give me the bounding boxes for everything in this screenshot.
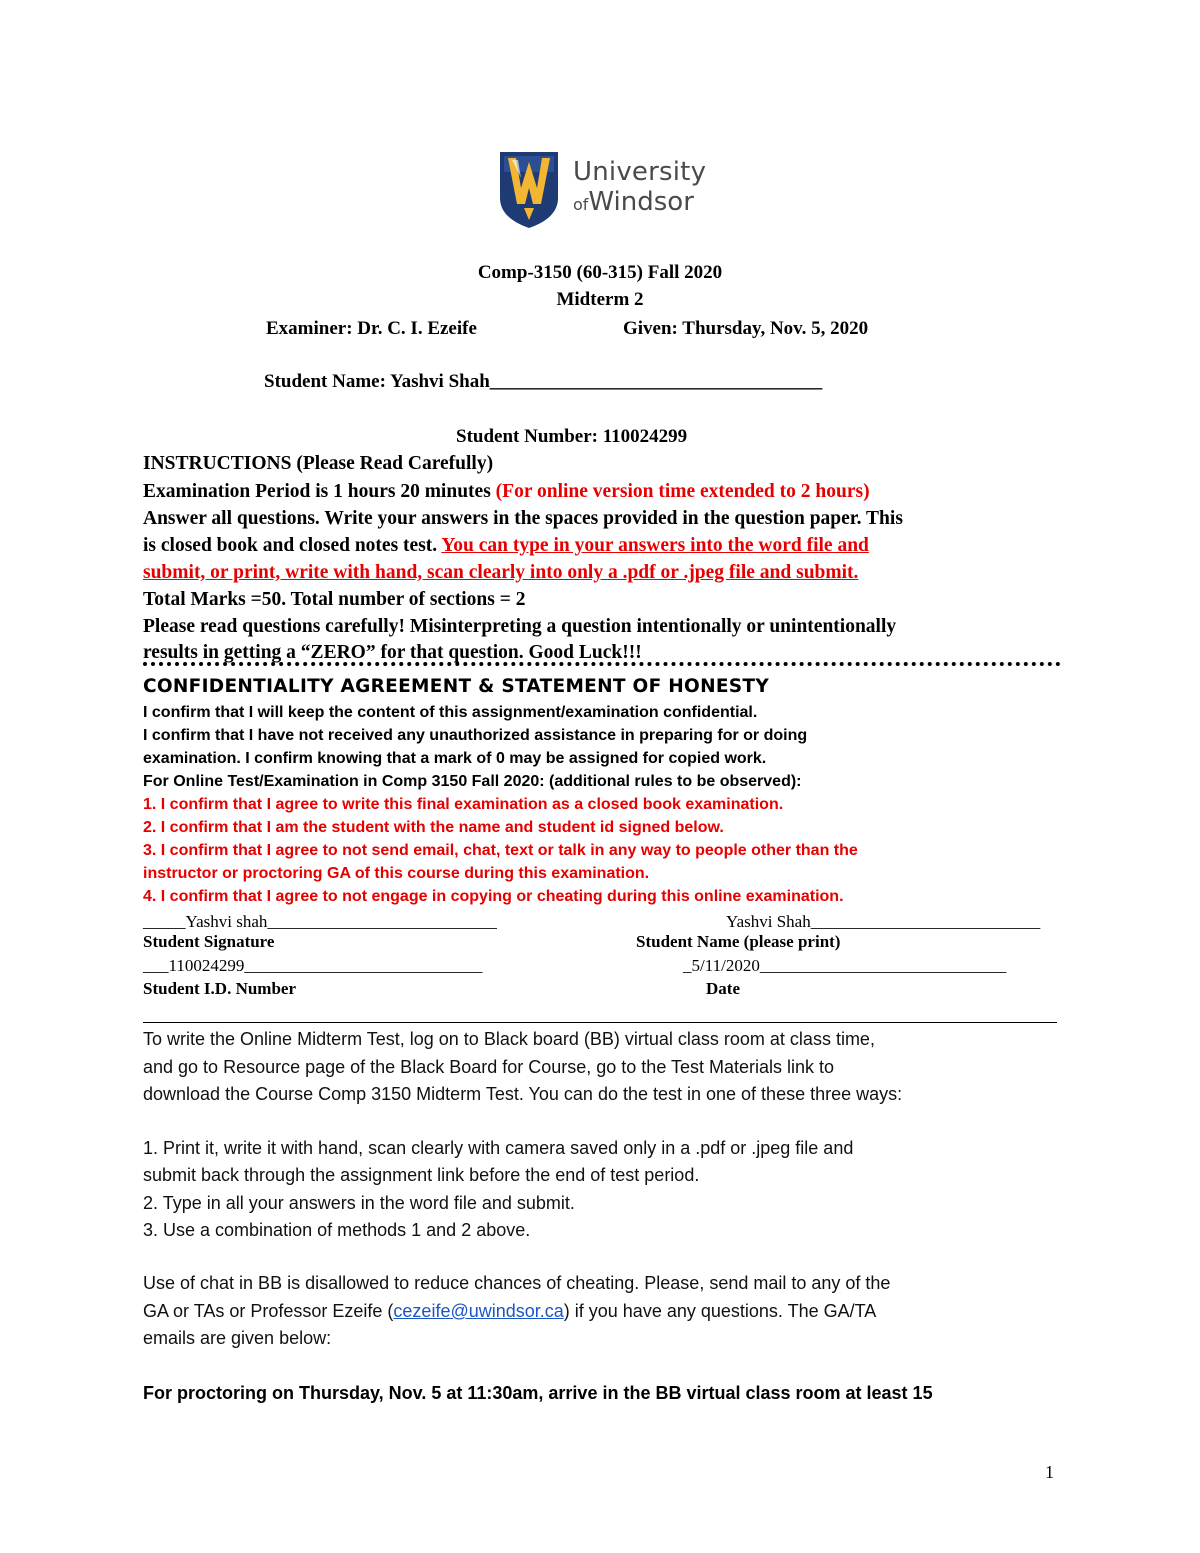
page-number: 1: [1045, 1462, 1054, 1482]
student-name-line: Student Name: Yashvi Shah___________________________________: [264, 371, 823, 392]
printed-name-value: Yashvi Shah___________________________: [726, 912, 1041, 931]
chat-para-line2: GA or TAs or Professor Ezeife (cezeife@uwindsor.ca) if you have any questions. The GA/TA: [143, 1301, 877, 1321]
rule-3b: instructor or proctoring GA of this course during this examination.: [143, 865, 650, 882]
read-carefully-2: results in getting a “ZERO” for that question. Good Luck!!!: [143, 642, 642, 663]
rule-3a: 3. I confirm that I agree to not send email, chat, text or talk in any way to people other than the: [143, 842, 858, 859]
horizontal-rule: [143, 1022, 1057, 1023]
rule-4: 4. I confirm that I agree to not engage in copying or cheating during this online examination.: [143, 888, 844, 905]
student-id-value: ___110024299____________________________: [143, 956, 483, 975]
method-2: 2. Type in all your answers in the word file and submit.: [143, 1193, 575, 1213]
examiner: Examiner: Dr. C. I. Ezeife: [266, 318, 477, 339]
body-para1-line2: and go to Resource page of the Black Board for Course, go to the Test Materials link to: [143, 1057, 835, 1077]
given-date: Given: Thursday, Nov. 5, 2020: [623, 318, 869, 339]
exam-period: Examination Period is 1 hours 20 minutes (For online version time extended to 2 hours): [143, 481, 870, 502]
chat-para-line3: emails are given below:: [143, 1328, 332, 1348]
student-number: Student Number: 110024299: [456, 426, 688, 447]
printed-name-label: Student Name (please print): [636, 932, 841, 951]
rule-1: 1. I confirm that I agree to write this final examination as a closed book examination.: [143, 796, 784, 813]
online-rules-title: For Online Test/Examination in Comp 3150 Fall 2020: (additional rules to be observed):: [143, 773, 802, 790]
answer-instruction-2: is closed book and closed notes test. You can type in your answers into the word file and: [143, 535, 869, 556]
confidentiality-title: CONFIDENTIALITY AGREEMENT & STATEMENT OF HONESTY: [143, 676, 770, 697]
method-3: 3. Use a combination of methods 1 and 2 above.: [143, 1220, 531, 1240]
university-logo: [498, 148, 718, 238]
method-1-line1: 1. Print it, write it with hand, scan clearly with camera saved only in a .pdf or .jpeg file and: [143, 1138, 854, 1158]
logo-word-of: of: [573, 195, 589, 214]
confirm-line-1: I confirm that I will keep the content of this assignment/examination confidential.: [143, 704, 758, 721]
shield-icon: [498, 148, 560, 230]
answer-instruction-1: Answer all questions. Write your answers in the spaces provided in the question paper. This: [143, 508, 903, 529]
total-marks: Total Marks =50. Total number of sections = 2: [143, 589, 526, 610]
signature-label: Student Signature: [143, 932, 275, 951]
course-title: Comp-3150 (60-315) Fall 2020: [477, 262, 723, 283]
proctoring-note: For proctoring on Thursday, Nov. 5 at 11:30am, arrive in the BB virtual class room at least 15: [143, 1383, 933, 1403]
body-para1-line1: To write the Online Midterm Test, log on to Black board (BB) virtual class room at class time,: [143, 1029, 875, 1049]
dotted-divider: [143, 662, 1061, 670]
date-value: _5/11/2020_____________________________: [683, 956, 1007, 975]
confirm-line-3: examination. I confirm knowing that a mark of 0 may be assigned for copied work.: [143, 750, 767, 767]
instructions-title: INSTRUCTIONS (Please Read Carefully): [143, 453, 494, 474]
signature-value: _____Yashvi shah___________________________: [143, 912, 497, 931]
extended-time-note: (For online version time extended to 2 hours): [495, 481, 870, 502]
online-submit-note: You can type in your answers into the word file and: [441, 535, 869, 556]
confirm-line-2: I confirm that I have not received any unauthorized assistance in preparing for or doing: [143, 727, 808, 744]
chat-para-line1: Use of chat in BB is disallowed to reduce chances of cheating. Please, send mail to any of the: [143, 1273, 891, 1293]
student-id-label: Student I.D. Number: [143, 979, 297, 998]
read-carefully-1: Please read questions carefully! Misinterpreting a question intentionally or unintentionally: [143, 616, 897, 637]
method-1-line2: submit back through the assignment link before the end of test period.: [143, 1165, 700, 1185]
professor-email-link[interactable]: cezeife@uwindsor.ca: [393, 1301, 564, 1321]
body-para1-line3: download the Course Comp 3150 Midterm Test. You can do the test in one of these three ways:: [143, 1084, 903, 1104]
date-label: Date: [706, 979, 740, 998]
logo-word-windsor: Windsor: [588, 187, 694, 217]
online-submit-note-2: submit, or print, write with hand, scan clearly into only a .pdf or .jpeg file and submit.: [143, 562, 859, 583]
logo-word-university: University: [573, 157, 707, 187]
exam-title: Midterm 2: [556, 289, 644, 310]
rule-2: 2. I confirm that I am the student with the name and student id signed below.: [143, 819, 724, 836]
